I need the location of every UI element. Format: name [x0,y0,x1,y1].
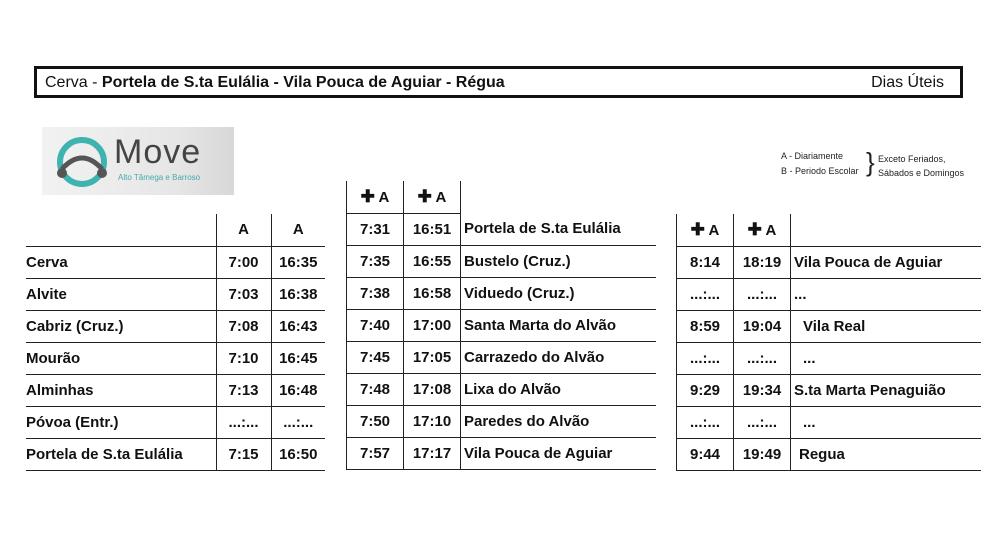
table-row [347,405,656,437]
timetable-portela-vila-pouca [346,181,656,470]
stop-name: Paredes do Alvão [461,405,656,437]
stop-name: ... [791,342,981,374]
move-logo [42,127,234,195]
stop-name: Alminhas [26,374,216,406]
route-start: Cerva - [45,74,102,91]
stop-name: Portela de S.ta Eulália [26,438,216,470]
stop-name: Lixa do Alvão [461,373,656,405]
departure-time: 7:03 [216,278,271,310]
stop-name: Portela de S.ta Eulália [461,213,656,245]
departure-time: 17:10 [404,405,461,437]
departure-time: 17:17 [404,437,461,469]
stop-name: Vila Pouca de Aguiar [791,246,981,278]
route-main: Portela de S.ta Eulália - Vila Pouca de Aguiar - Régua [101,74,505,91]
departure-time: 16:48 [271,374,325,406]
table-row [26,246,325,278]
departure-time: ...:... [734,278,791,310]
column-header [347,181,404,213]
departure-time: 7:35 [347,245,404,277]
stop-name: Cabriz (Cruz.) [26,310,216,342]
table-row [677,438,981,470]
move-logo-icon [46,129,116,195]
table-row [26,374,325,406]
stop-name: Regua [791,438,981,470]
departure-time: 17:05 [404,341,461,373]
table-row [677,246,981,278]
legend-b: B - Periodo Escolar [781,166,859,176]
departure-time: ...:... [677,278,734,310]
table-row [677,406,981,438]
stop-name: Viduedo (Cruz.) [461,277,656,309]
table-row [347,437,656,469]
stop-name: Cerva [26,246,216,278]
departure-time: 16:58 [404,277,461,309]
departure-time: ...:... [677,342,734,374]
departure-time: 7:48 [347,373,404,405]
departure-time: 16:38 [271,278,325,310]
logo-word: Move [114,133,202,171]
column-header [404,181,461,213]
stop-name: Vila Real [791,310,981,342]
departure-time: 19:04 [734,310,791,342]
departure-time: 16:35 [271,246,325,278]
service-days: Dias Úteis [871,74,944,91]
column-header-label: A [435,188,447,206]
column-header-label: A [708,221,720,239]
departure-time: 19:49 [734,438,791,470]
departure-time: ...:... [271,406,325,438]
table-row [26,310,325,342]
departure-time: 16:43 [271,310,325,342]
stop-name: Santa Marta do Alvão [461,309,656,341]
table-row [677,374,981,406]
table-row [26,278,325,310]
table-row [347,277,656,309]
legend-note-1: Exceto Feriados, [878,154,946,164]
route-header [34,66,963,98]
departure-time: 16:45 [271,342,325,374]
departure-time: 16:55 [404,245,461,277]
departure-time: 7:31 [347,213,404,245]
departure-time: ...:... [216,406,271,438]
plus-icon: ✚ [417,186,432,206]
plus-icon: ✚ [360,186,375,206]
table-header-row [347,181,656,213]
column-header: A [271,214,325,246]
table-row [677,310,981,342]
table-row [26,406,325,438]
stop-name: Carrazedo do Alvão [461,341,656,373]
departure-time: 18:19 [734,246,791,278]
table-row [347,245,656,277]
legend-brace: } [866,147,875,177]
departure-time: 8:59 [677,310,734,342]
departure-time: 7:08 [216,310,271,342]
departure-time: 7:45 [347,341,404,373]
stop-name: Alvite [26,278,216,310]
legend-note [878,152,988,180]
legend-a: A - Diariamente [781,151,844,161]
stop-name: ... [791,406,981,438]
table-row [26,438,325,470]
departure-time: 7:40 [347,309,404,341]
stop-name: Póvoa (Entr.) [26,406,216,438]
departure-time: 16:51 [404,213,461,245]
departure-time: ...:... [677,406,734,438]
departure-time: 7:57 [347,437,404,469]
departure-time: 7:00 [216,246,271,278]
timetable-vila-pouca-regua [676,214,981,471]
departure-time: 7:38 [347,277,404,309]
column-header [677,214,734,246]
stop-name: Mourão [26,342,216,374]
stop-name: ... [791,278,981,310]
departure-time: 7:13 [216,374,271,406]
table-row [677,342,981,374]
departure-time: 19:34 [734,374,791,406]
column-header: A [216,214,271,246]
table-row [347,373,656,405]
departure-time: 7:15 [216,438,271,470]
column-header-label: A [765,221,777,239]
departure-time: 17:00 [404,309,461,341]
departure-time: 9:44 [677,438,734,470]
timetable-cerva-portela [26,214,325,471]
departure-time: 7:50 [347,405,404,437]
departure-time: 16:50 [271,438,325,470]
stop-name: Bustelo (Cruz.) [461,245,656,277]
plus-icon: ✚ [747,219,762,239]
stop-name: Vila Pouca de Aguiar [461,437,656,469]
logo-subtitle: Alto Tâmega e Barroso [118,173,201,182]
legend-note-2: Sábados e Domingos [878,168,965,178]
departure-time: ...:... [734,342,791,374]
table-row [347,213,656,245]
table-row [347,309,656,341]
table-row [677,278,981,310]
table-header-row [26,214,325,246]
departure-time: 8:14 [677,246,734,278]
table-header-row [677,214,981,246]
table-row [347,341,656,373]
route-title [45,74,505,92]
departure-time: 7:10 [216,342,271,374]
departure-time: 17:08 [404,373,461,405]
departure-time: ...:... [734,406,791,438]
column-header [734,214,791,246]
plus-icon: ✚ [690,219,705,239]
departure-time: 9:29 [677,374,734,406]
column-header-label: A [378,188,390,206]
table-row [26,342,325,374]
stop-name: S.ta Marta Penaguião [791,374,981,406]
